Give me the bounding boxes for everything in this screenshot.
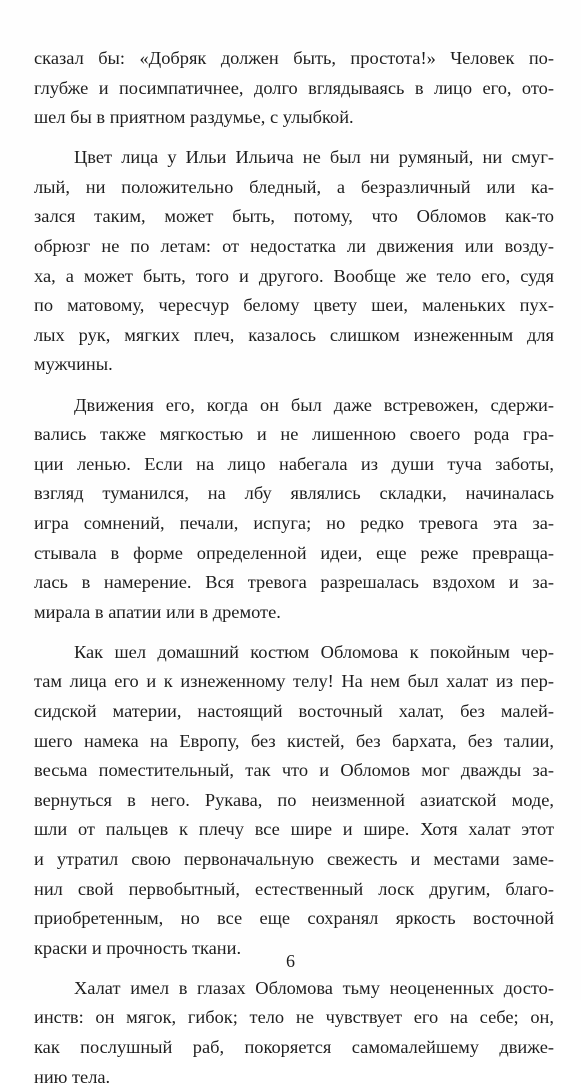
text-line: там лица его и к изнеженному телу! На нем был халат из пер- (34, 671, 554, 692)
paragraph (34, 143, 554, 380)
text-line: Халат имел в глазах Обломова тьму неоцененных досто- (74, 977, 554, 998)
paragraph (34, 974, 554, 1092)
text-line: инств: он мягок, гибок; тело не чувствует его на себе; он, (34, 1007, 554, 1028)
text-line: Движения его, когда он был даже встревожен, сдержи- (74, 394, 554, 415)
text-line: нию тела. (34, 1066, 111, 1087)
text-line: глубже и посимпатичнее, долго вглядываясь в лицо его, ото- (34, 77, 554, 98)
text-line: лый, ни положительно бледный, а безразличный или ка- (34, 176, 554, 197)
text-line: вались также мягкостью и не лишенною своего рода гра- (34, 424, 554, 445)
text-line: как послушный раб, покоряется самомалейшему движе- (34, 1037, 554, 1057)
text-line: приобретенным, но все еще сохранял яркость восточной (34, 908, 554, 929)
page-number: 6 (286, 951, 295, 971)
text-line: вернуться в него. Рукава, по неизменной азиатской моде, (34, 789, 554, 810)
text-line: шел бы в приятном раздумье, с улыбкой. (34, 107, 354, 128)
paragraph-gap (34, 133, 554, 144)
text-line: игра сомнений, печали, испуга; но редко тревога эта за- (34, 512, 554, 533)
text-line: мирала в апатии или в дремоте. (34, 601, 281, 622)
text-line: мужчины. (34, 354, 113, 375)
text-line: шли от пальцев к плечу все шире и шире. Хотя халат этот (34, 819, 554, 840)
text-line: сказал бы: «Добряк должен быть, простота!» Человек по- (34, 48, 554, 68)
text-line: лась в намерение. Вся тревога разрешалась вздохом и за- (34, 572, 554, 593)
text-line: краски и прочность ткани. (34, 937, 242, 958)
text-line: сидской материи, настоящий восточный халат, без малей- (34, 700, 554, 721)
text-line: зался таким, может быть, потому, что Обломов как-то (34, 206, 554, 227)
text-line: нил свой первобытный, естественный лоск другим, благо- (34, 878, 554, 899)
paragraph (34, 44, 554, 133)
text-line: лых рук, мягких плеч, казалось слишком изнеженным для (34, 324, 554, 345)
text-line: взгляд туманился, на лбу являлись складки, начиналась (34, 483, 554, 504)
text-line: ции ленью. Если на лицо набегала из души туча заботы, (34, 453, 554, 474)
paragraph-gap (34, 627, 554, 638)
text-line: Цвет лица у Ильи Ильича не был ни румяный, ни смуг- (74, 147, 554, 168)
paragraph (34, 638, 554, 964)
text-line: шего намека на Европу, без кистей, без бархата, без талии, (34, 730, 554, 751)
text-line: по матовому, чересчур белому цвету шеи, маленьких пух- (34, 295, 554, 316)
paragraph-gap (34, 380, 554, 391)
body-text (34, 44, 554, 1092)
text-line: обрюзг не по летам: от недостатка ли движения или возду- (34, 236, 554, 257)
text-line: стывала в форме определенной идеи, еще реже превраща- (34, 542, 554, 563)
text-line: весьма поместительный, так что и Обломов мог дважды за- (34, 760, 554, 781)
text-line: Как шел домашний костюм Обломова к покойным чер- (74, 641, 554, 662)
text-line: и утратил свою первоначальную свежесть и местами заме- (34, 848, 554, 869)
text-line: ха, а может быть, того и другого. Вообще же тело его, судя (34, 265, 554, 286)
paragraph (34, 391, 554, 628)
